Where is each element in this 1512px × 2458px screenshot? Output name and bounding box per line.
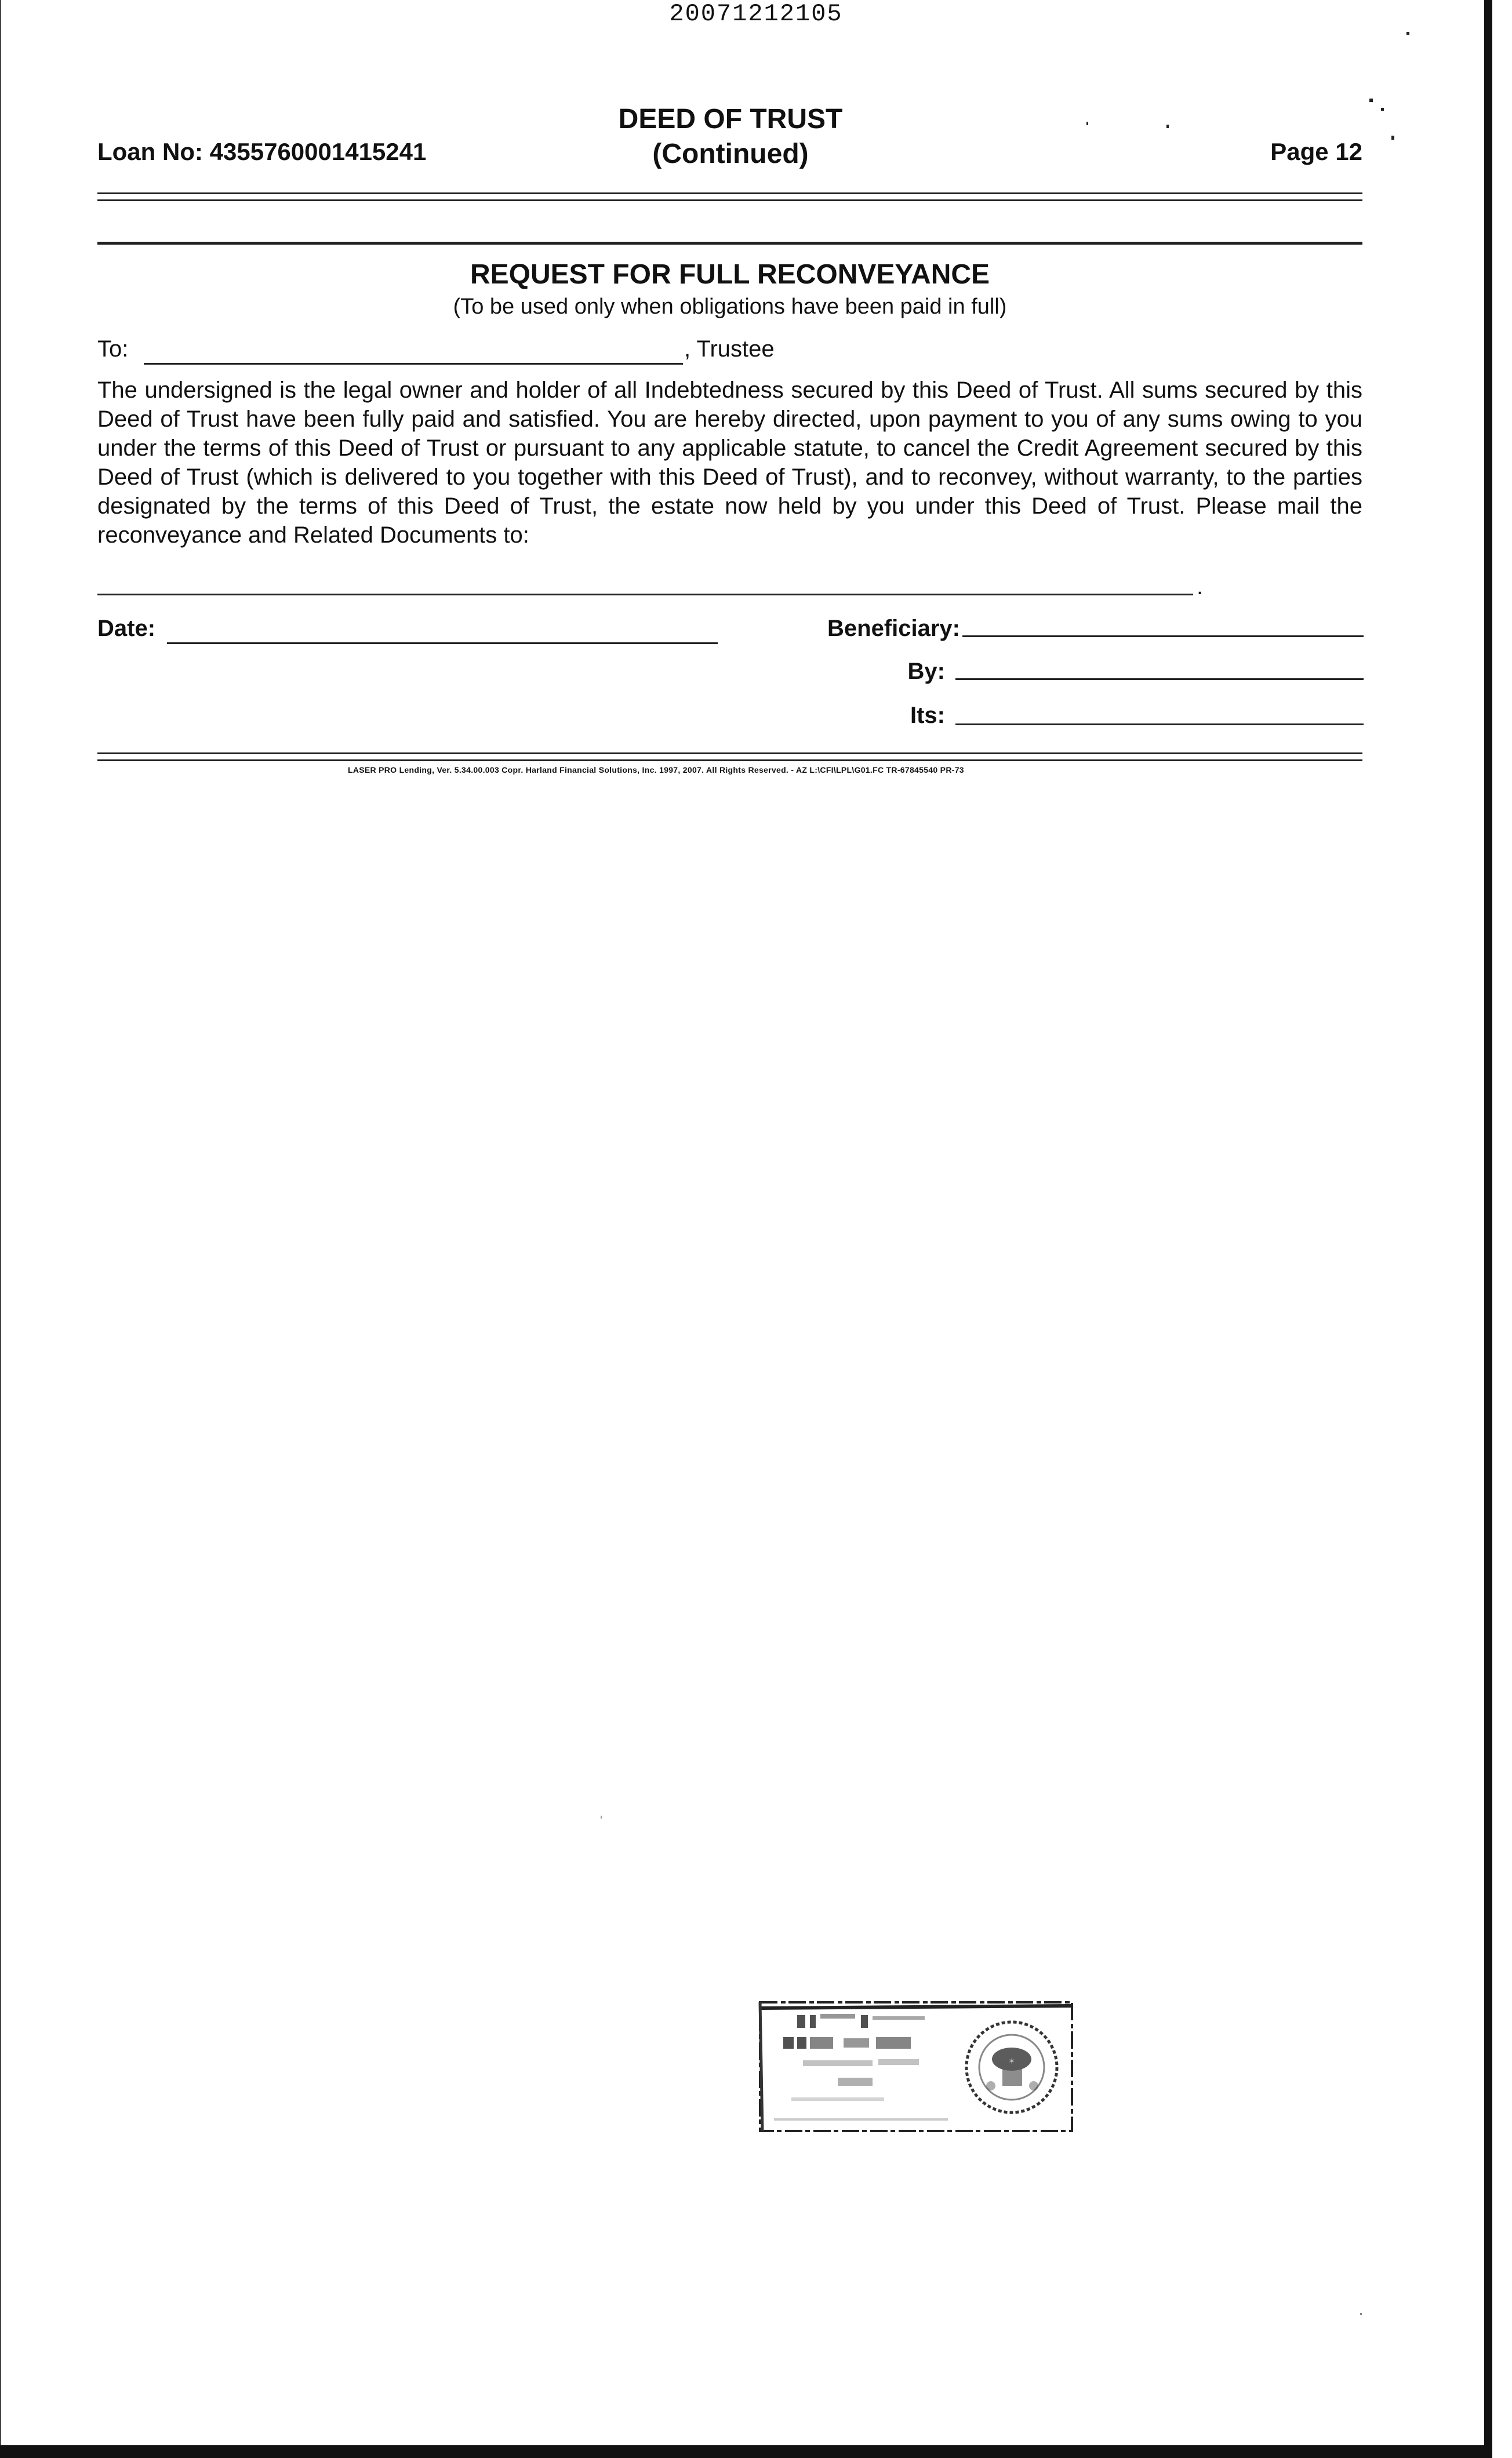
- svg-text:✶: ✶: [1008, 2057, 1015, 2066]
- date-blank[interactable]: [167, 642, 718, 644]
- trustee-label: , Trustee: [684, 336, 775, 362]
- header-rule-bottom: [97, 199, 1362, 201]
- reconveyance-request-paragraph: The undersigned is the legal owner and holder of all Indebtedness secured by this Deed of Trust. All sums secured by this Deed of Trust have been fully paid and satisfied. You are hereby directed, upon payment to you of any sums owing to you under the terms of this Deed of Trust or pursuant to any applicable statute, to cancel the Credit Agreement secured by this Deed of Trust (which is delivered to you together with this Deed of Trust), and to reconvey, without warranty, to the parties designated by the terms of this Deed of Trust, the estate now held by you under this Deed of Trust. Please mail the reconveyance and Related Documents to:: [97, 377, 1362, 548]
- scan-speck: [1381, 108, 1384, 111]
- by-label: By:: [907, 659, 945, 684]
- scan-speck: [1369, 99, 1373, 102]
- its-blank[interactable]: [955, 723, 1364, 725]
- to-label: To:: [97, 336, 129, 362]
- footer-rule-bottom: [97, 759, 1362, 761]
- scan-speck: [1086, 122, 1088, 125]
- scan-speck: [1360, 2313, 1362, 2315]
- loan-number: Loan No: 4355760001415241: [97, 138, 427, 165]
- scan-speck: [1391, 136, 1394, 140]
- header-rule-top: [97, 192, 1362, 194]
- document-title-main: DEED OF TRUST: [618, 104, 843, 134]
- its-label: Its:: [910, 703, 945, 728]
- document-title: [522, 102, 939, 172]
- section-subtitle: (To be used only when obligations have been paid in full): [453, 294, 1007, 319]
- date-label: Date:: [97, 616, 156, 641]
- mail-to-address-blank[interactable]: [97, 594, 1193, 595]
- beneficiary-label: Beneficiary:: [827, 616, 960, 641]
- footer-rule-top: [97, 752, 1362, 754]
- scan-speck: [1406, 32, 1409, 35]
- scan-left-edge: [0, 0, 1, 2458]
- mail-to-period: .: [1197, 574, 1204, 599]
- software-footer: LASER PRO Lending, Ver. 5.34.00.003 Copr. Harland Financial Solutions, Inc. 1997, 2007. All Rights Reserved. - AZ L:\CFI\LPL\G01.FC TR-67845540 PR-73: [348, 765, 964, 775]
- page-number: Page 12: [1270, 138, 1362, 165]
- scan-right-border: [1484, 0, 1492, 2458]
- document-title-continued: (Continued): [652, 139, 809, 169]
- section-title: REQUEST FOR FULL RECONVEYANCE: [470, 259, 990, 290]
- trustee-name-blank[interactable]: [144, 363, 683, 365]
- beneficiary-blank[interactable]: [962, 635, 1364, 637]
- by-blank[interactable]: [955, 678, 1364, 680]
- section-rule: [97, 242, 1362, 245]
- notary-stamp-image: [757, 1999, 1075, 2135]
- scan-speck: [601, 1816, 602, 1819]
- scan-speck: [1166, 125, 1169, 128]
- document-number: 20071212105: [669, 0, 843, 28]
- scan-bottom-border: [0, 2445, 1492, 2458]
